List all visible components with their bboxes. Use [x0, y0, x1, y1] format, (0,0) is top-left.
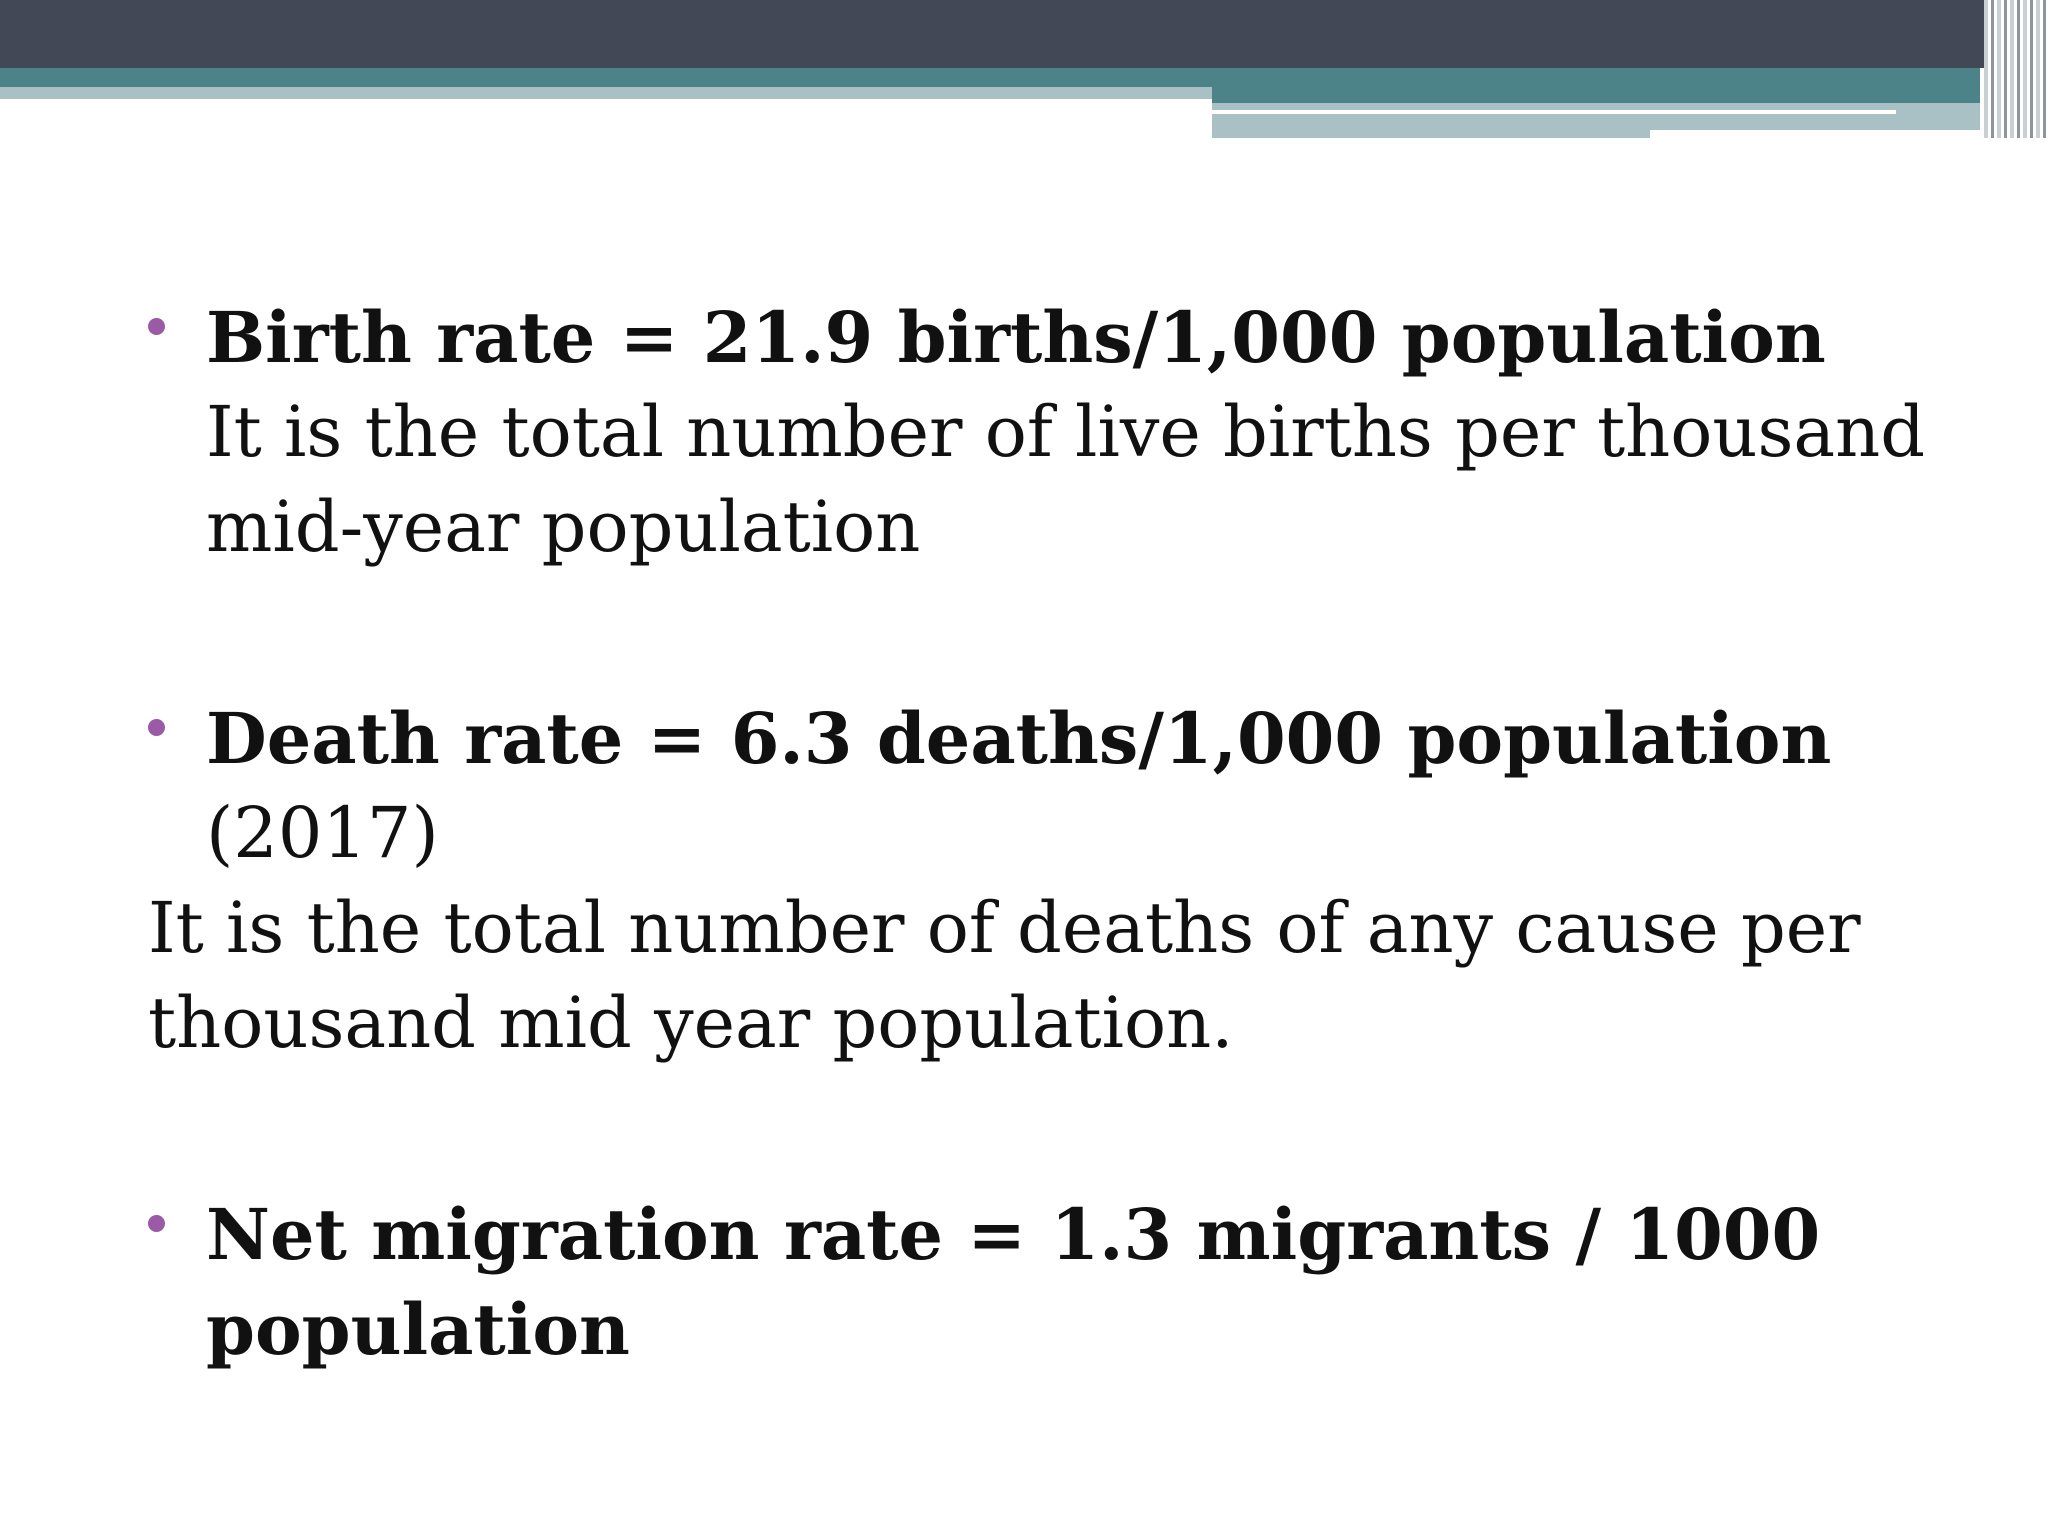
header-accent-line [1212, 110, 1896, 114]
birth-rate-description: It is the total number of live births per thousand mid-year population [206, 391, 1926, 568]
bullet-dot-icon [148, 719, 165, 736]
spacer [148, 1071, 1948, 1187]
bullet-dot-icon [148, 1215, 165, 1232]
header-band-dark [0, 0, 2048, 68]
birth-rate-heading: Birth rate = 21.9 births/1,000 population [206, 296, 1826, 379]
spacer [148, 575, 1948, 691]
header-band-teal [0, 68, 1980, 87]
bullet-item-birth-rate [148, 290, 1948, 575]
header-band-light-left [0, 87, 1212, 99]
death-rate-heading: Death rate = 6.3 deaths/1,000 population [206, 697, 1832, 780]
bullet-item-death-rate [148, 691, 1948, 881]
slide-body [148, 290, 1948, 1377]
death-rate-year: (2017) [206, 792, 439, 874]
header-band-teal-right [1212, 87, 1980, 103]
header-edge-stripes [1984, 0, 2048, 138]
death-rate-description: It is the total number of deaths of any cause per thousand mid year population. [148, 887, 1861, 1064]
bullet-item-net-migration [148, 1187, 1948, 1377]
bullet-dot-icon [148, 318, 165, 335]
net-migration-heading: Net migration rate = 1.3 migrants / 1000 population [206, 1193, 1821, 1371]
header-accent-line-short [1650, 130, 1980, 138]
